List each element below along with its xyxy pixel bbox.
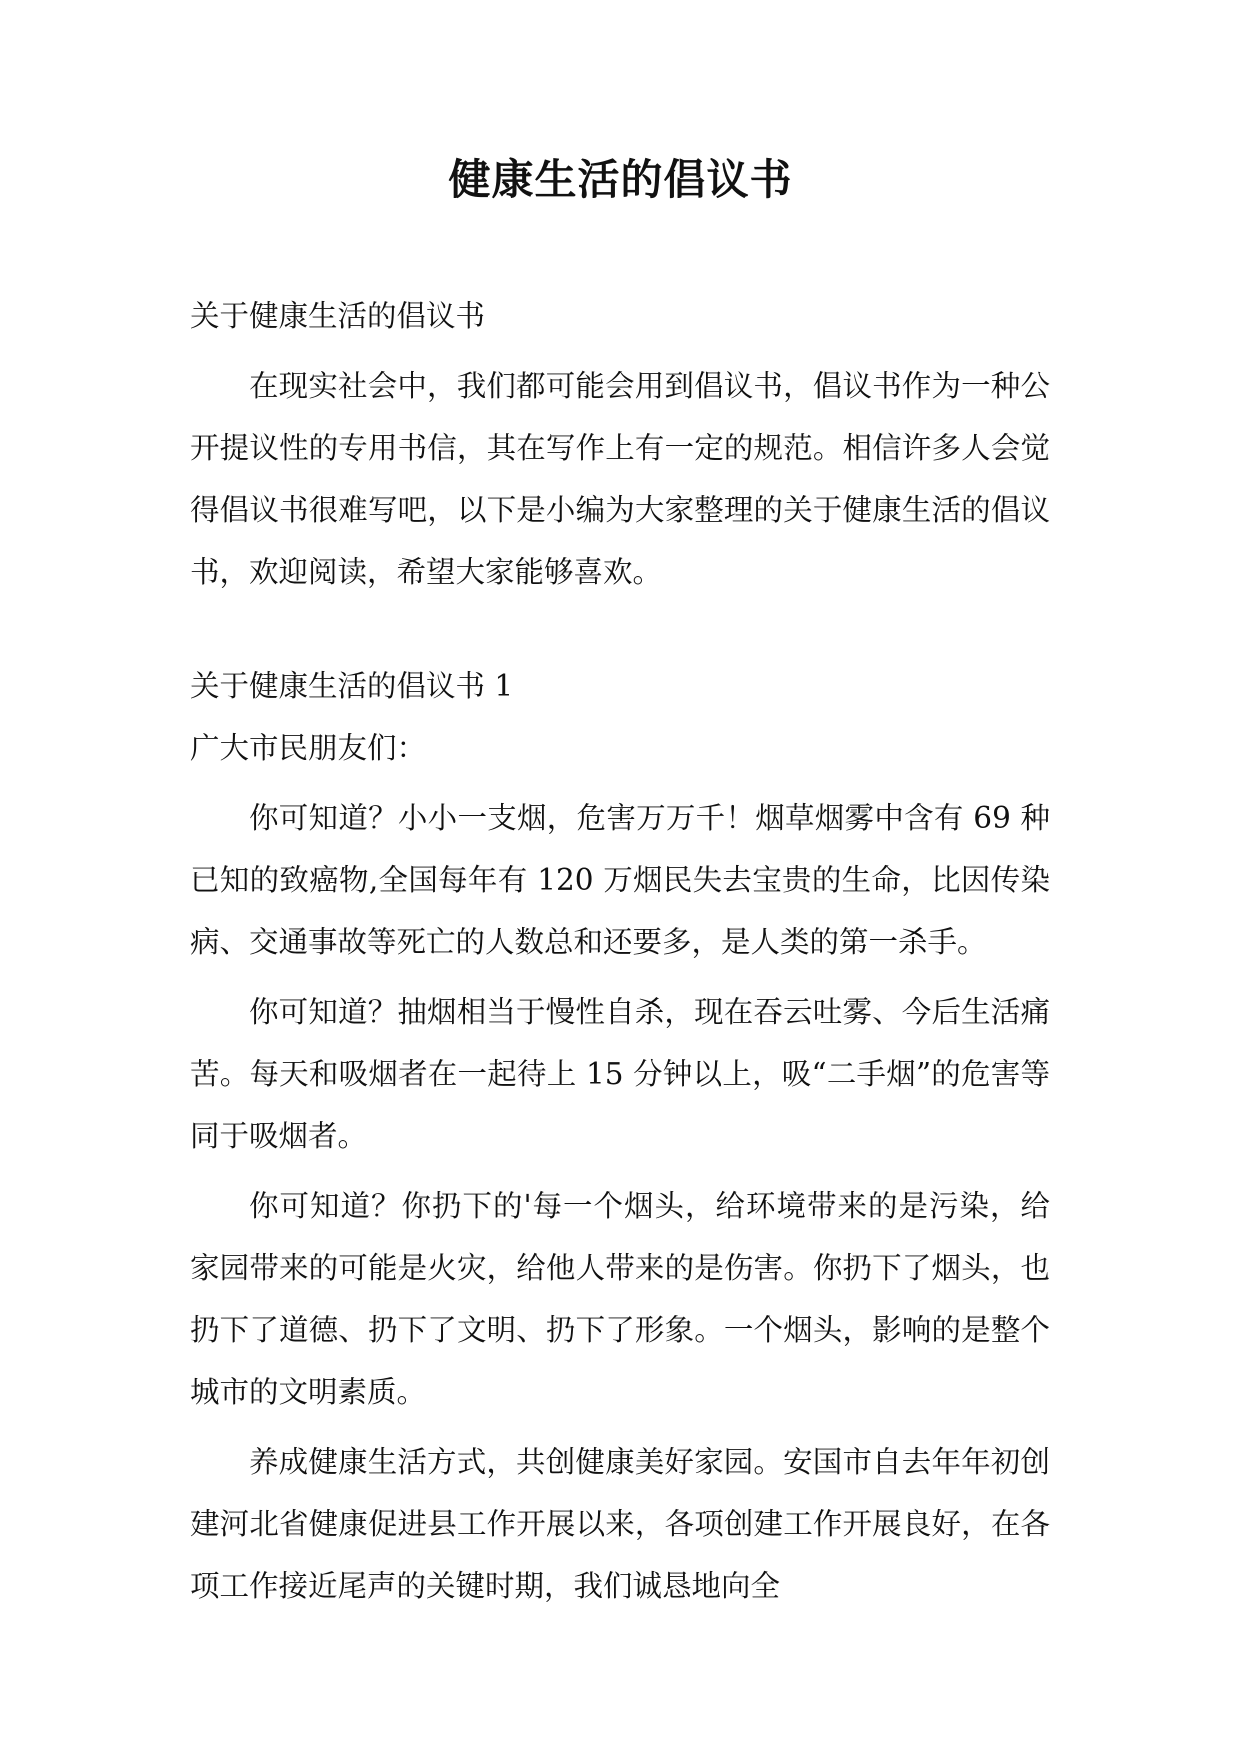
body-paragraph: 你可知道？你扔下的'每一个烟头，给环境带来的是污染，给家园带来的可能是火灾，给他人带来的是伤害。你扔下了烟头，也扔下了道德、扔下了文明、扔下了形象。一个烟头，影响的是整个城市的文明素质。 — [190, 1189, 1050, 1409]
salutation: 广大市民朋友们： — [190, 731, 427, 765]
body-paragraph: 你可知道？小小一支烟，危害万万千！烟草烟雾中含有 69 种已知的致癌物,全国每年有 120 万烟民失去宝贵的生命，比因传染病、交通事故等死亡的人数总和还要多，是人类的第一杀手。 — [190, 801, 1050, 959]
section-heading: 关于健康生活的倡议书 1 — [190, 669, 514, 703]
spacer — [190, 973, 1050, 981]
spacer — [190, 1167, 1050, 1175]
spacer — [190, 1423, 1050, 1431]
body-paragraph: 你可知道？抽烟相当于慢性自杀，现在吞云吐雾、今后生活痛苦。每天和吸烟者在一起待上 15 分钟以上，吸“二手烟”的危害等同于吸烟者。 — [190, 995, 1050, 1153]
spacer — [190, 603, 1050, 655]
spacer — [190, 347, 1050, 355]
document-subtitle: 关于健康生活的倡议书 — [190, 299, 486, 333]
document-body — [190, 285, 1050, 1617]
spacer — [190, 779, 1050, 787]
document-title: 健康生活的倡议书 — [448, 155, 793, 204]
body-paragraph: 养成健康生活方式，共创健康美好家园。安国市自去年年初创建河北省健康促进县工作开展以来，各项创建工作开展良好，在各项工作接近尾声的关键时期，我们诚恳地向全 — [190, 1445, 1050, 1603]
intro-paragraph: 在现实社会中，我们都可能会用到倡议书，倡议书作为一种公开提议性的专用书信，其在写作上有一定的规范。相信许多人会觉得倡议书很难写吧，以下是小编为大家整理的关于健康生活的倡议书，欢迎阅读，希望大家能够喜欢。 — [190, 369, 1050, 589]
